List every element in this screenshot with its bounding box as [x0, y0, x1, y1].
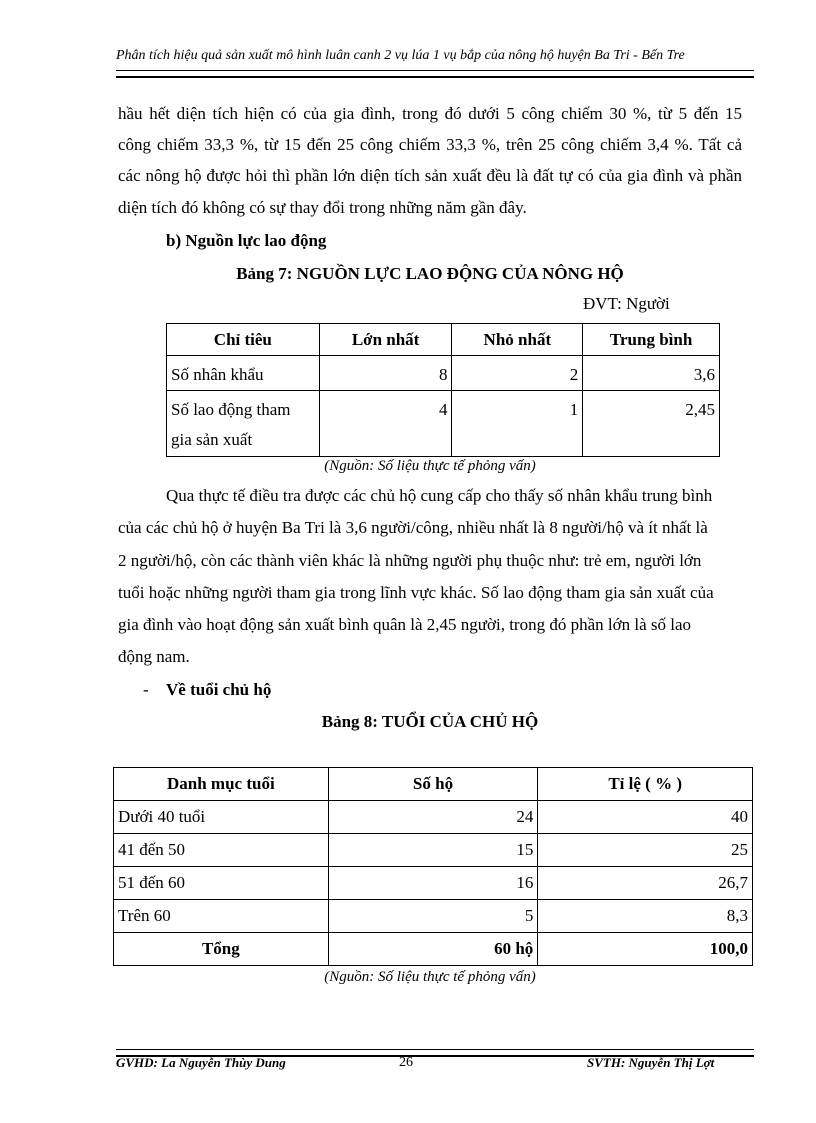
table7-label-cell: Số lao động tham gia sản xuất — [167, 391, 320, 457]
header-rule — [116, 70, 754, 78]
table8-label-cell: 51 đến 60 — [114, 867, 329, 900]
table7-header-cell: Lớn nhất — [319, 324, 452, 356]
table8-count-cell: 15 — [328, 834, 538, 867]
bullet-heading: Về tuổi chủ hộ — [166, 680, 272, 699]
para2-line-4: tuổi hoặc những người tham gia trong lĩnh vực khác. Số lao động tham gia sản xuất của — [118, 583, 714, 602]
table8-pct-cell: 25 — [538, 834, 753, 867]
table8-pct-cell: 40 — [538, 801, 753, 834]
table8-label-cell: Trên 60 — [114, 900, 329, 933]
table7-avg-cell: 2,45 — [583, 391, 720, 457]
table7-header-cell: Trung bình — [583, 324, 720, 356]
table8-count-cell: 5 — [328, 900, 538, 933]
table7-label-cell: Số nhân khẩu — [167, 356, 320, 391]
table8-header-cell: Danh mục tuổi — [114, 768, 329, 801]
table7-min-cell: 2 — [452, 356, 583, 391]
table8-count-cell: 16 — [328, 867, 538, 900]
table-row — [114, 867, 753, 900]
table8-total-label: Tổng — [114, 933, 329, 966]
table7-header-cell: Nhỏ nhất — [452, 324, 583, 356]
table-row — [167, 356, 720, 391]
table-row — [114, 801, 753, 834]
table8-header-cell: Số hộ — [328, 768, 538, 801]
table8-pct-cell: 26,7 — [538, 867, 753, 900]
table7 — [166, 323, 720, 457]
table-row — [167, 391, 720, 457]
table-row — [114, 834, 753, 867]
table8-source: (Nguồn: Số liệu thực tế phỏng vấn) — [324, 969, 536, 985]
table7-header-cell: Chỉ tiêu — [167, 324, 320, 356]
section-heading: b) Nguồn lực lao động — [166, 231, 327, 250]
table8-total-pct: 100,0 — [538, 933, 753, 966]
table-row — [114, 900, 753, 933]
table7-unit: ĐVT: Người — [583, 294, 670, 313]
footer-student: SVTH: Nguyễn Thị Lợt — [587, 1055, 715, 1070]
para2-line-3: 2 người/hộ, còn các thành viên khác là những người phụ thuộc như: trẻ em, người lớn — [118, 551, 702, 570]
table8-count-cell: 24 — [328, 801, 538, 834]
table7-avg-cell: 3,6 — [583, 356, 720, 391]
table7-title: Bảng 7: NGUỒN LỰC LAO ĐỘNG CỦA NÔNG HỘ — [236, 264, 624, 283]
table8-header-row — [114, 768, 753, 801]
table8-total-count: 60 hộ — [328, 933, 538, 966]
table7-header-row — [167, 324, 720, 356]
table7-max-cell: 8 — [319, 356, 452, 391]
table8-label-cell: Dưới 40 tuổi — [114, 801, 329, 834]
intro-line-2: công chiếm 33,3 %, từ 15 đến 25 công chiếm 33,3 %, trên 25 công chiếm 3,4 %. Tất cả — [118, 135, 742, 154]
table8-pct-cell: 8,3 — [538, 900, 753, 933]
para2-line-6: động nam. — [118, 647, 190, 666]
para2-line-2: của các chủ hộ ở huyện Ba Tri là 3,6 người/công, nhiều nhất là 8 người/hộ và ít nhất là — [118, 518, 708, 537]
table8-title: Bảng 8: TUỔI CỦA CHỦ HỘ — [321, 712, 539, 731]
bullet-marker: - — [143, 680, 149, 699]
table8-label-cell: 41 đến 50 — [114, 834, 329, 867]
intro-line-4: diện tích đó không có sự thay đổi trong những năm gần đây. — [118, 198, 527, 217]
para2-line-1: Qua thực tế điều tra được các chủ hộ cung cấp cho thấy số nhân khẩu trung bình — [166, 486, 713, 505]
table7-min-cell: 1 — [452, 391, 583, 457]
table8-total-row — [114, 933, 753, 966]
para2-line-5: gia đình vào hoạt động sản xuất bình quân là 2,45 người, trong đó phần lớn là số lao — [118, 615, 691, 634]
table8-header-cell: Tỉ lệ ( % ) — [538, 768, 753, 801]
page-number: 26 — [399, 1055, 413, 1070]
table7-max-cell: 4 — [319, 391, 452, 457]
table7-source: (Nguồn: Số liệu thực tế phỏng vấn) — [324, 458, 536, 474]
footer-advisor: GVHD: La Nguyễn Thùy Dung — [116, 1055, 286, 1070]
intro-line-1: hầu hết diện tích hiện có của gia đình, trong đó dưới 5 công chiếm 30 %, từ 5 đến 15 — [118, 104, 742, 123]
running-header: Phân tích hiệu quả sản xuất mô hình luân canh 2 vụ lúa 1 vụ bắp của nông hộ huyện Ba Tri - Bến Tre — [116, 48, 685, 63]
table8 — [113, 767, 753, 966]
intro-line-3: các nông hộ được hỏi thì phần lớn diện tích sản xuất đều là đất tự có của gia đình và phần — [118, 166, 742, 185]
